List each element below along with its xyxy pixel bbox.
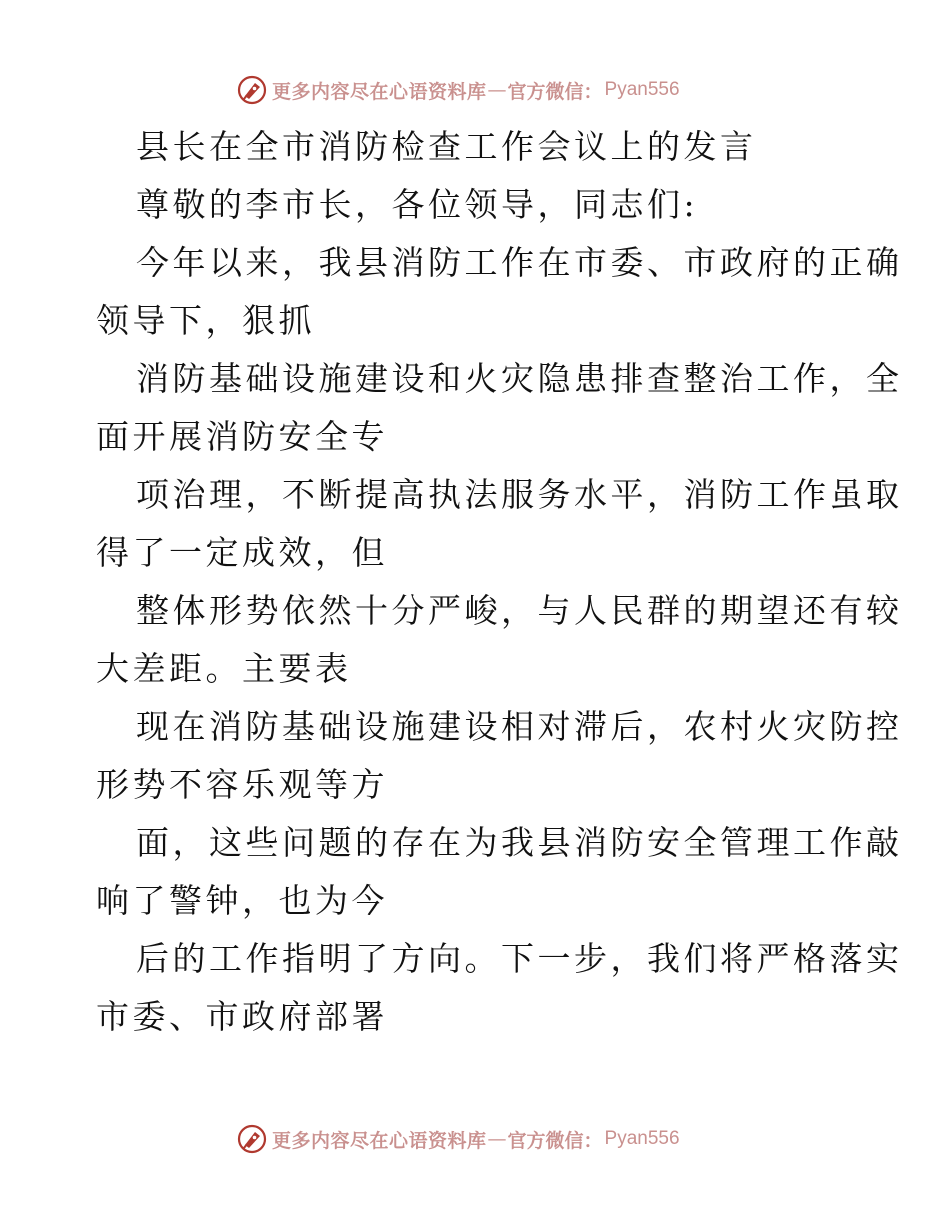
banner-separator: — [487, 1128, 507, 1150]
banner-wechat-id: Pyan556 [604, 1128, 680, 1149]
paragraph-line: 今年以来，我县消防工作在市委、市政府的正确 [136, 243, 903, 282]
salutation: 尊敬的李市长，各位领导，同志们: [136, 185, 699, 224]
paragraph-line: 后的工作指明了方向。下一步，我们将严格落实 [136, 939, 903, 978]
paragraph-line: 市委、市政府部署 [96, 997, 388, 1036]
paragraph-line: 大差距。主要表 [96, 649, 352, 688]
banner-wechat-label: 官方微信： [507, 1129, 603, 1152]
banner-main-text: 更多内容尽在心语资料库 [272, 1129, 487, 1152]
header-watermark-banner [236, 72, 680, 108]
document-title: 县长在全市消防检查工作会议上的发言 [136, 127, 757, 166]
pen-nib-logo-icon [236, 1123, 268, 1155]
paragraph-line: 面，这些问题的存在为我县消防安全管理工作敲 [136, 823, 903, 862]
paragraph-line: 现在消防基础设施建设相对滞后，农村火灾防控 [136, 707, 903, 746]
banner-wechat-id: Pyan556 [604, 79, 680, 100]
paragraph-line: 领导下，狠抓 [96, 301, 315, 340]
paragraph-line: 整体形势依然十分严峻，与人民群的期望还有较 [136, 591, 903, 630]
document-body [96, 118, 903, 1046]
paragraph-line: 消防基础设施建设和火灾隐患排查整治工作，全 [136, 359, 903, 398]
footer-watermark-banner [236, 1121, 680, 1157]
paragraph-line: 项治理，不断提高执法服务水平，消防工作虽取 [136, 475, 903, 514]
paragraph-line: 形势不容乐观等方 [96, 765, 388, 804]
banner-separator: — [487, 79, 507, 101]
banner-main-text: 更多内容尽在心语资料库 [272, 80, 487, 103]
paragraph-line: 面开展消防安全专 [96, 417, 388, 456]
paragraph-line: 得了一定成效，但 [96, 533, 388, 572]
paragraph-line: 响了警钟，也为今 [96, 881, 388, 920]
pen-nib-logo-icon [236, 74, 268, 106]
banner-wechat-label: 官方微信： [507, 80, 603, 103]
